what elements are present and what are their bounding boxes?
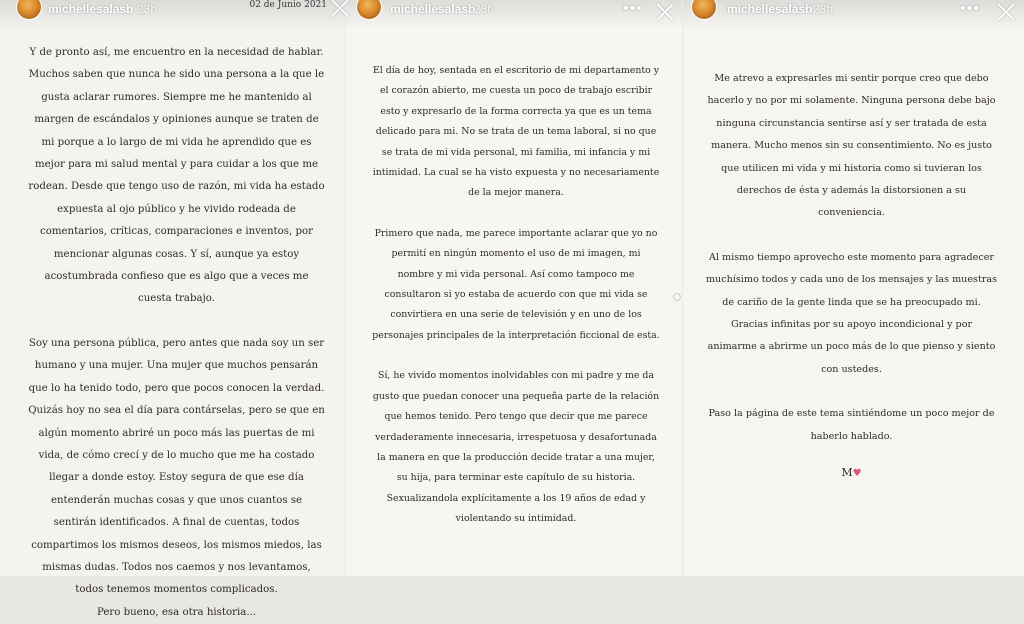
story-header [0,0,345,30]
username[interactable]: michellesalasb [727,2,813,16]
story-date: 02 de Junio 2021 [249,0,327,10]
story-text [372,61,660,530]
paragraph: Y de pronto así, me encuentro en la necesidad de hablar. Muchos saben que nunca he sido una persona a la que le gusta aclarar rumores. Siempre me he mantenido al margen de escándalos y opiniones aunque se traten de mi porque a lo largo de mi vida he aprendido que es mejor para mi salud mental y para cuidar a los que me rodean. Desde que tengo uso de razón, mi vida ha estado expuesta al ojo público y he vivido rodeada de comentarios, críticas, comparaciones e inventos, por mencionar algunas cosas. Y sí, aunque ya estoy acostumbrada confieso que es algo que a veces me cuesta trabajo. [28,47,325,305]
story-panel-1 [0,0,345,618]
story-text [705,68,998,486]
signature [705,462,998,485]
close-icon[interactable] [996,2,1016,22]
story-header [346,0,682,30]
story-header [683,0,1024,30]
avatar[interactable] [691,0,717,20]
timestamp: 23h [137,2,158,16]
story-text [28,42,325,624]
close-icon[interactable] [655,2,675,22]
story-panel-2 [345,0,682,576]
paragraph: Al mismo tiempo aprovecho este momento para agradecer muchísimo todos y cada uno de los mensajes y las muestras de cariño de la gente linda que se ha preocupado mi. Gracias infinitas por su apoyo incondicional y por animarme a abrirme un poco más de lo que pienso y siento con ustedes. [705,251,998,375]
story-panel-3 [682,0,1024,576]
signature-initial: M [841,466,853,480]
paragraph: Pero bueno, esa otra historia... [96,606,257,618]
paragraph: Primero que nada, me parece importante aclarar que yo no permití en ningún momento el uso de mi imagen, mi nombre y mi vida personal. Así como tampoco me consultaron si yo estaba de acuerdo con que mi vida se convirtiera en una serie de televisión y en uno de los personajes principales de la interpretación ficcional de esta. [372,227,660,341]
avatar[interactable] [16,0,42,20]
timestamp: 23h [813,2,834,16]
close-icon[interactable] [330,0,350,18]
avatar[interactable] [356,0,382,20]
timestamp: 23h [474,2,495,16]
paragraph: Me atrevo a expresarles mi sentir porque creo que debo hacerlo y no por mi solamente. Ninguna persona debe bajo ninguna circunstancia sentirse así y ser tratada de esta manera. Mucho menos sin su consentimiento. No es justo que utilicen mi vida y mi historia como si tuvieran los derechos de ésta y además la distorsionen a su conveniencia. [707,73,996,219]
loading-indicator-icon [673,293,681,301]
username[interactable]: michellesalasb [48,2,134,16]
paragraph: Paso la página de este tema sintiéndome un poco mejor de haberlo hablado. [708,408,995,442]
paragraph: Sí, he vivido momentos inolvidables con mi padre y me da gusto que puedan conocer una pequeña parte de la relación que hemos tenido. Pero tengo que decir que me parece verdaderamente innecesaria, irrespetuosa y desafortunada la manera en que la producción decide tratar a una mujer, su hija, para terminar este capítulo de su historia. Sexualizandola explícitamente a los 19 años de edad y violentando su intimidad. [372,370,660,525]
more-options-icon[interactable]: ••• [623,0,643,17]
username[interactable]: michellesalasb [390,2,476,16]
paragraph: El día de hoy, sentada en el escritorio de mi departamento y el corazón abierto, me cuesta un poco de trabajo escribir esto y expresarlo de la forma correcta ya que es un tema delicado para mi. No se trata de un tema laboral, si no que se trata de mi vida personal, mi familia, mi infancia y mi intimidad. La cual se ha visto expuesta y no necesariamente de la mejor manera. [372,65,660,199]
more-options-icon[interactable]: ••• [960,0,980,17]
heart-icon: ♥ [852,468,862,480]
paragraph: Soy una persona pública, pero antes que nada soy un ser humano y una mujer. Una mujer que muchos pensarán que lo ha tenido todo, pero que pocos conocen la verdad. Quizás hoy no sea el día para contárselas, pero se que en algún momento abriré un poco más las puertas de mi vida, de cómo crecí y de lo mucho que me ha costado llegar a donde estoy. Estoy segura de que ese día entenderán muchas cosas y que unos cuantos se sentirán identificados. A final de cuentas, todos compartimos los mismos deseos, los mismos miedos, las mismas dudas. Todos nos caemos y nos levantamos, todos tenemos momentos complicados. [28,337,325,596]
